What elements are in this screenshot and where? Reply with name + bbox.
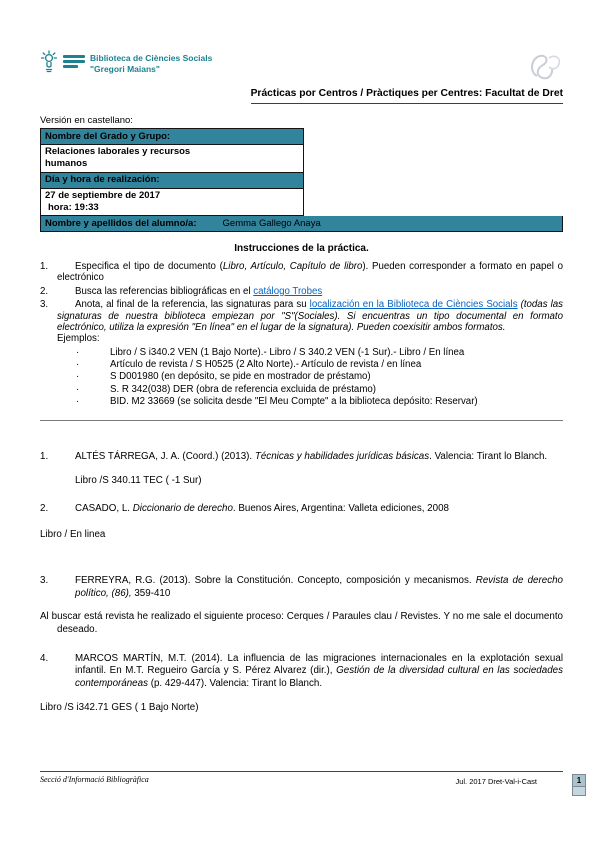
example-text: S D001980 (en depósito, se pide en mostrador de préstamo) [110, 371, 371, 383]
bullet-marker: · [76, 371, 80, 383]
text-segment: CASADO, L. [75, 503, 133, 515]
footer-section-name: Secció d'Informació Bibliogràfica [40, 775, 149, 784]
example-item-2 [40, 359, 563, 370]
instruction-number: 2. [40, 285, 49, 297]
fecha-value-line1: 27 de septiembre de 2017 [45, 190, 161, 201]
version-label: Versión en castellano: [40, 115, 133, 126]
example-item-1 [40, 347, 563, 358]
reference-1 [40, 451, 563, 464]
reference-number: 2. [40, 503, 49, 515]
example-text: Libro / S i340.2 VEN (1 Bajo Norte).- Libro / S 340.2 VEN (-1 Sur).- Libro / En línea [110, 346, 465, 358]
reference-number: 3. [40, 575, 49, 587]
reference-3-note: Al buscar está revista he realizado el siguiente proceso: Cerques / Paraules clau / Revistes. Y no me sale el documento deseado. [40, 611, 563, 635]
reference-text [75, 451, 547, 462]
fecha-value-line2: hora: 19:33 [48, 201, 99, 213]
grado-value-line1: Relaciones laborales y recursos [45, 146, 191, 158]
section-divider [40, 420, 563, 421]
text-segment: (p. 429-447). Valencia: Tirant lo Blanch. [147, 677, 323, 689]
alumno-label: Nombre y apellidos del alumno/a: [45, 217, 197, 229]
instructions-list [40, 261, 563, 344]
footer-date-label: Jul. 2017 Dret-Val-i-Cast [455, 777, 537, 786]
instruction-text [57, 261, 563, 284]
university-logo-block [63, 55, 85, 68]
text-segment: Técnicas y habilidades jurídicas básicas [254, 451, 430, 463]
info-table [40, 128, 563, 232]
reference-4-signature: Libro /S i342.71 GES ( 1 Bajo Norte) [40, 702, 199, 714]
example-text: Artículo de revista / S H0525 (2 Alto Norte).- Artículo de revista / en línea [110, 358, 422, 370]
text-segment: Diccionario de derecho [132, 503, 233, 515]
instruction-text [57, 299, 563, 344]
text-segment: (todas las signaturas de nuestra biblioteca empiezan por "S"(Sociales). Si encuentras un tipo documental en formato electrónico, utiliza la expresión "En línea" en el lugar de la signatura). Pueden coexisitir ambos formatos. [57, 299, 563, 333]
library-name: Biblioteca de Ciències Socials [90, 53, 213, 63]
bullet-marker: · [76, 383, 80, 395]
text-segment: Revista de derecho político, (86), [75, 575, 563, 599]
reference-4 [40, 653, 563, 691]
decorative-monogram-icon [527, 50, 563, 82]
examples-list [40, 347, 563, 408]
bullet-marker: · [76, 395, 80, 407]
fecha-value-cell [40, 189, 304, 217]
page-number: 1 [572, 774, 586, 787]
text-segment: Anota, al final de la referencia, las signaturas para su [75, 299, 310, 311]
instruction-item-3 [40, 299, 563, 344]
library-logo-text [90, 53, 212, 76]
bullet-marker: · [76, 358, 80, 370]
grado-value-line2: humanos [45, 158, 88, 170]
instruction-text [57, 286, 563, 297]
reference-3 [40, 575, 563, 600]
trobes-link[interactable]: catálogo Trobes [253, 285, 323, 297]
grado-label-cell: Nombre del Grado y Grupo: [40, 128, 304, 145]
alumno-row [40, 216, 563, 232]
bullet-marker: · [76, 346, 80, 358]
text-segment: 359-410 [131, 587, 171, 599]
reference-text [75, 575, 563, 599]
example-text: S. R 342(038) DER (obra de referencia excluida de préstamo) [110, 383, 376, 395]
reference-text [75, 653, 563, 689]
instruction-item-1 [40, 261, 563, 284]
grado-value-cell [40, 145, 304, 173]
text-segment: Ejemplos: [57, 333, 100, 345]
text-segment: Busca las referencias bibliográficas en el [75, 285, 254, 297]
library-subname: "Gregori Maians" [90, 64, 160, 75]
reference-number: 4. [40, 652, 49, 664]
alumno-name: Gemma Gallego Anaya [222, 217, 321, 229]
text-segment: Especifica el tipo de documento ( [75, 261, 223, 273]
reference-1-signature: Libro /S 340.11 TEC ( -1 Sur) [75, 474, 202, 486]
example-item-3 [40, 371, 563, 382]
instruction-number: 3. [40, 299, 49, 311]
example-item-4 [40, 384, 563, 395]
page-footer [40, 771, 563, 786]
library-lamp-icon [40, 50, 58, 74]
reference-text [75, 503, 449, 514]
references-section [40, 451, 563, 714]
text-segment: MARCOS MARTÍN, M.T. (2014). La influencia de las migraciones internacionales en la explotación sexual infantil. En M.T. Regueiro García y S. Pérez Alvarez (dir.), [75, 652, 563, 677]
instruction-number: 1. [40, 261, 49, 273]
text-segment: ALTÉS TÁRREGA, J. A. (Coord.) (2013). [75, 451, 255, 463]
page-header [40, 50, 563, 82]
reference-2-signature: Libro / En linea [40, 528, 106, 540]
instruction-item-2 [40, 286, 563, 297]
example-item-5 [40, 396, 563, 407]
library-logo [40, 50, 212, 76]
page-number-box [572, 774, 586, 796]
text-segment: FERREYRA, R.G. (2013). Sobre la Constitución. Concepto, composición y mecanismos. [75, 575, 476, 587]
example-text: BID. M2 33669 (se solicita desde "El Meu Compte" a la biblioteca depósito: Reservar) [110, 395, 478, 407]
text-segment: ). Pueden corresponder a formato en papel o electrónico [57, 261, 564, 284]
instructions-title: Instrucciones de la práctica. [234, 243, 369, 255]
text-segment: Gestión de la diversidad cultural en las sociedades contemporáneas [75, 665, 564, 689]
text-segment: . Buenos Aires, Argentina: Valleta ediciones, 2008 [232, 503, 449, 515]
title-bar [40, 83, 563, 104]
localizacion-link[interactable]: localización en la Biblioteca de Ciències Socials [309, 299, 518, 311]
reference-2 [40, 503, 563, 516]
text-segment: Libro, Artículo, Capítulo de libro [222, 261, 363, 273]
text-segment: . Valencia: Tirant lo Blanch. [429, 451, 548, 463]
document-title: Prácticas por Centros / Pràctiques per Centres: Facultat de Dret [251, 88, 563, 104]
page-number-box-tail [572, 787, 586, 796]
fecha-label-cell: Día y hora de realización: [40, 173, 304, 189]
reference-number: 1. [40, 451, 49, 463]
